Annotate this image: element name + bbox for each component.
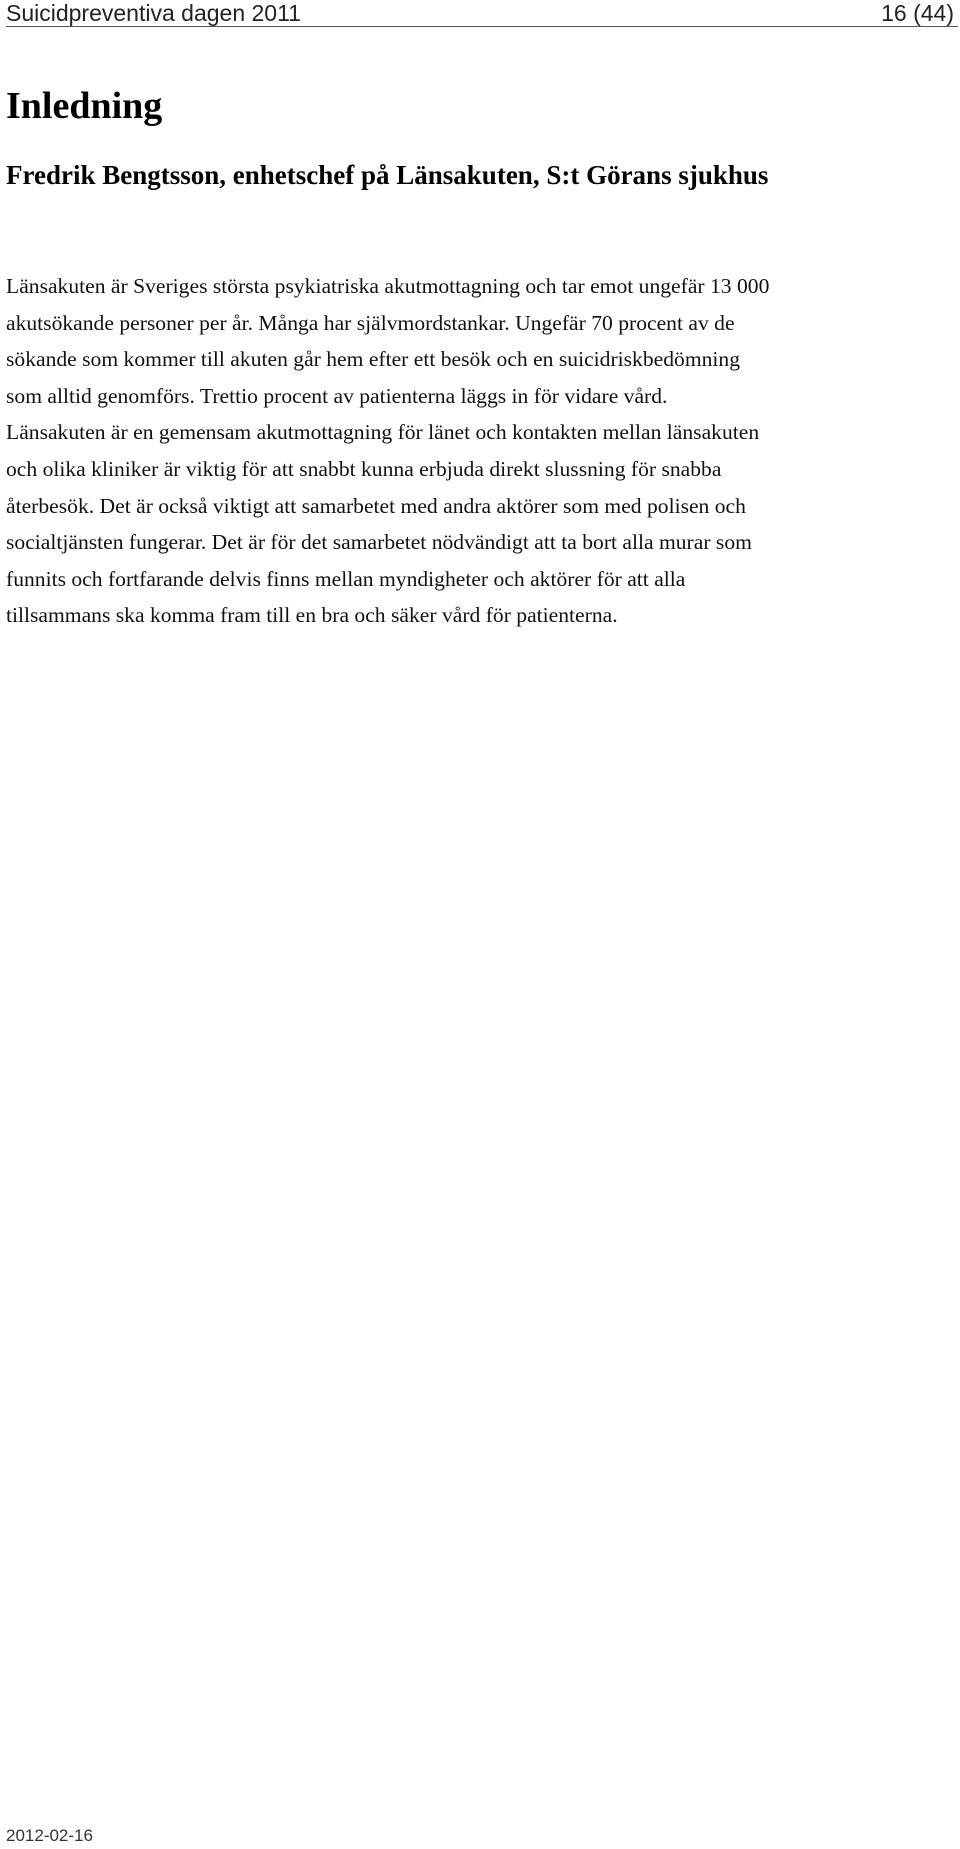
body-paragraph [6,268,954,634]
paragraph-line: sökande som kommer till akuten går hem efter ett besök och en suicidriskbedömning [6,347,741,372]
paragraph-line: funnits och fortfarande delvis finns mellan myndigheter och aktörer för att alla [6,566,686,591]
paragraph-line: återbesök. Det är också viktigt att samarbetet med andra aktörer som med polisen och [6,493,746,518]
document-title: Suicidpreventiva dagen 2011 [6,0,301,26]
paragraph-line: akutsökande personer per år. Många har självmordstankar. Ungefär 70 procent av de [6,310,735,335]
paragraph-line: och olika kliniker är viktig för att snabbt kunna erbjuda direkt slussning för snabba [6,456,722,481]
paragraph-line: socialtjänsten fungerar. Det är för det samarbetet nödvändigt att ta bort alla murar som [6,530,752,555]
footer-date: 2012-02-16 [6,1826,93,1845]
paragraph-line: Länsakuten är en gemensam akutmottagning för länet och kontakten mellan länsakuten [6,420,760,445]
paragraph-line: som alltid genomförs. Trettio procent av patienterna läggs in för vidare vård. [6,383,668,408]
page-header [6,0,958,27]
paragraph-line: tillsammans ska komma fram till en bra och säker vård för patienterna. [6,603,618,628]
section-title: Inledning [6,85,163,127]
paragraph-line: Länsakuten är Sveriges största psykiatriska akutmottagning och tar emot ungefär 13 000 [6,274,770,298]
page-number: 16 (44) [881,0,954,26]
author-byline: Fredrik Bengtsson, enhetschef på Länsakuten, S:t Görans sjukhus [6,160,769,190]
